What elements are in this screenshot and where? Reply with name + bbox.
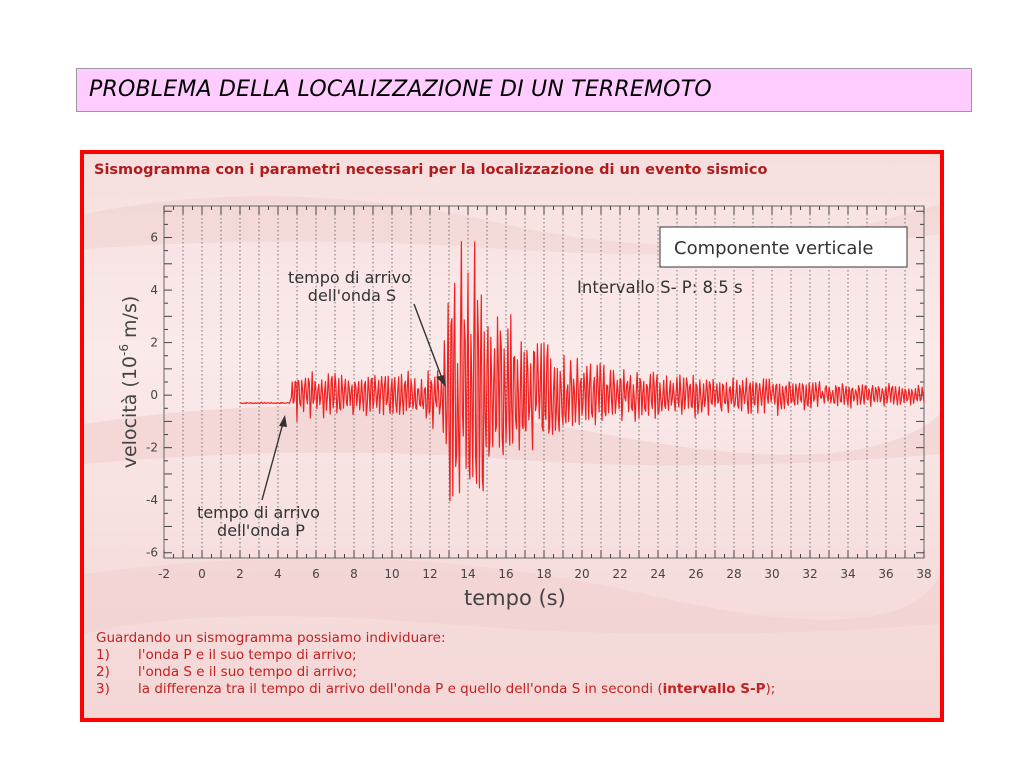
y-tick-label: 0 [150,388,158,403]
x-tick-label: 12 [422,567,438,581]
note-number: 2) [96,664,110,680]
x-tick-label: 18 [536,567,552,581]
note-text-bold: intervallo S-P [662,681,766,697]
y-axis-label [117,296,141,469]
x-tick-label: 4 [274,567,282,581]
x-tick-label: 10 [384,567,400,581]
x-tick-label: 6 [312,567,320,581]
note-text: la differenza tra il tempo di arrivo dell'onda P e quello dell'onda S in secondi ( [138,681,663,697]
p-arrival-annotation [197,503,325,540]
slide-title: PROBLEMA DELLA LOCALIZZAZIONE DI UN TERREMOTO [89,77,712,102]
p-arrow-head [279,415,287,427]
x-tick-label: 24 [650,567,666,581]
y-tick-label: -6 [146,545,158,560]
x-tick-label: 14 [460,567,476,581]
x-tick-label: 0 [198,567,206,581]
note-text: l'onda S e il suo tempo di arrivo; [138,664,357,680]
x-axis-label: tempo (s) [464,586,566,610]
legend-label: Componente verticale [674,238,874,259]
s-arrival-arrow [414,304,443,381]
y-tick-label: -4 [146,493,158,508]
p-arrival-arrow [262,423,283,500]
x-tick-label: 8 [350,567,358,581]
x-tick-label: 2 [236,567,244,581]
p-annotation-line1: tempo di arrivo [197,503,320,522]
figure-title: Sismogramma con i parametri necessari per la localizzazione di un evento sismico [94,162,768,178]
note-number: 3) [96,681,110,697]
notes [96,630,775,698]
figure-frame [80,150,944,722]
y-tick-label: 4 [150,283,158,298]
x-tick-label: 34 [840,567,856,581]
y-tick-label: 6 [150,230,158,245]
x-tick-label: 36 [878,567,894,581]
note-text: l'onda P e il suo tempo di arrivo; [138,647,357,663]
x-tick-label: 22 [612,567,628,581]
y-axis-label-main: velocità (10 [119,355,141,469]
x-tick-label: 32 [802,567,818,581]
slide-title-box [76,68,972,112]
s-annotation-line1: tempo di arrivo [288,268,411,287]
x-tick-label: 26 [688,567,704,581]
x-tick-label: 16 [498,567,514,581]
x-tick-label: -2 [158,567,170,581]
s-annotation-line2: dell'onda S [307,286,397,305]
p-annotation-line2: dell'onda P [217,521,305,540]
notes-intro: Guardando un sismogramma possiamo individuare: [96,630,446,646]
y-tick-label: -2 [146,440,158,455]
x-tick-label: 28 [726,567,742,581]
note-item-2 [96,664,775,681]
note-text-end: ); [765,681,776,697]
x-tick-label: 30 [764,567,780,581]
s-arrival-annotation [288,268,416,305]
note-number: 1) [96,647,110,663]
x-tick-label: 20 [574,567,590,581]
x-tick-label: 38 [916,567,932,581]
y-axis-label-tail: m/s) [119,295,141,344]
note-item-3 [96,681,775,698]
y-axis-label-exp: -6 [117,344,131,356]
note-item-1 [96,647,775,664]
y-tick-label: 2 [150,335,158,350]
sp-interval-label: Intervallo S- P: 8.5 s [577,278,743,297]
